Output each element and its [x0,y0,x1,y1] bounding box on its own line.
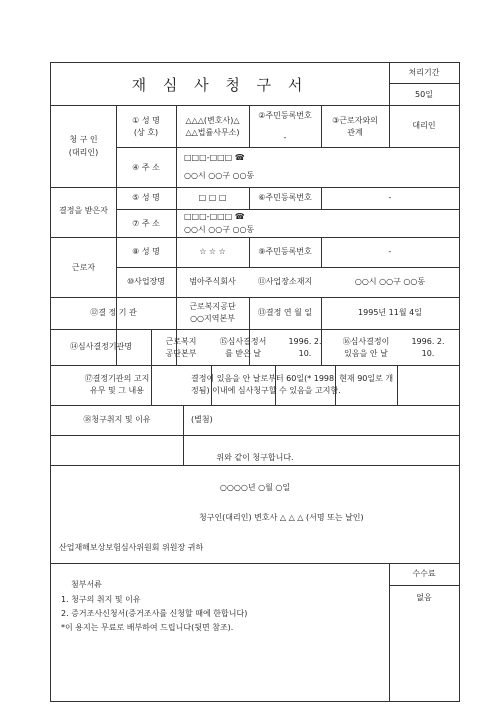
attachment-item-2: 2. 증거조사신청서(증거조사를 신청할 때에 한합니다) [61,609,248,618]
worker-id-label: ⑨주민등록번호 [258,247,312,256]
claimant-name-value: △△△(변호사)△ △△법률사무소) [185,116,240,137]
decision-agency-label: ⑫결 정 기 관 [90,308,137,317]
claimant-id-label: ②주민등록번호 [258,111,312,120]
declaration-addressee: 산업재해보상보험심사위원회 위원장 귀하 [59,543,204,552]
declaration-statement: 위와 같이 청구합니다. [216,453,294,462]
recipient-id-value: - [388,193,392,202]
purpose-label: ⑱청구취지 및 이유 [83,415,151,424]
claimant-address-label: ④ 주 소 [132,163,160,172]
attachments-heading: 첨부서류 [71,580,102,589]
declaration-signature: 청구인(대리인) 변호사 △ △ △ (서명 또는 날인) [199,513,364,522]
decision-date-label: ⑬결정 연 월 일 [257,308,313,317]
worker-name-value: ☆ ☆ ☆ [199,247,226,256]
recipient-address-line2: ○○시 ○○구 ○○동 [184,225,255,234]
appeal-form [50,62,460,702]
claimant-name-label: ① 성 명 (상 호) [132,116,160,137]
recipient-id-label: ⑥주민등록번호 [258,193,312,202]
processing-period-value: 50일 [415,90,433,99]
recipient-section-label: 결정을 받은자 [59,206,108,215]
review-known-label: ⑯심사결정이 있음을 안 날 [342,337,390,358]
attachment-note: *이 용지는 무료로 배부하여 드립니다(뒷면 참조). [61,623,234,632]
notice-label: ⑰결정기관의 고지 유무 및 그 내용 [84,374,150,395]
recipient-address-label: ⑦ 주 소 [132,219,160,228]
attachment-item-1: 1. 청구의 취지 및 이유 [61,595,141,604]
fee-value: 없음 [416,593,432,602]
declaration-date: ○○○○년 ○월 ○일 [219,483,291,492]
review-known-value: 1996. 2. 10. [411,337,445,358]
processing-period-label: 처리기간 [408,68,440,77]
review-agency-label: ⑭심사결정기관명 [69,342,133,351]
review-received-label: ⑮심사결정서 를 받은 날 [219,337,267,358]
review-agency-value: 근로복지 공단본부 [165,337,197,358]
recipient-name-value: □ □ □ [198,193,227,202]
workplace-address-label: ⑪사업장소재지 [257,277,313,286]
claimant-section-label: 청 구 인 (대리인) [68,135,99,157]
worker-id-value: - [388,247,392,256]
worker-section-label: 근로자 [71,263,96,272]
workplace-name-label: ⑩사업장명 [126,277,166,286]
claimant-address-line2: ○○시 ○○구 ○○동 [184,171,255,180]
recipient-name-label: ⑤ 성 명 [132,193,160,202]
fee-label: 수수료 [412,569,436,578]
workplace-address-value: ○○시 ○○구 ○○동 [354,277,426,286]
claimant-id-value: - [283,133,287,142]
notice-value: 결정이 있음을 안 날로부터 60일(* 1998. 현재 90일로 개 정됨) 이내에 심사청구할 수 있음을 고지함. [191,374,394,395]
decision-agency-value: 근로복지공단 ○○지역본부 [189,302,236,323]
decision-date-value: 1995년 11월 4일 [358,308,422,317]
claimant-relation-value: 대리인 [412,121,436,130]
recipient-address-line1: □□□-□□□ ☎ [184,212,245,221]
worker-name-label: ⑧ 성 명 [132,247,160,256]
purpose-value: (별첨) [191,415,213,424]
claimant-address-line1: □□□-□□□ ☎ [184,153,245,162]
review-received-value: 1996. 2. 10. [288,337,322,358]
form-title: 재 심 사 청 구 서 [131,76,309,94]
claimant-relation-label: ③근로자와의 관계 [332,116,378,137]
workplace-name-value: 범아주식회사 [189,277,236,286]
